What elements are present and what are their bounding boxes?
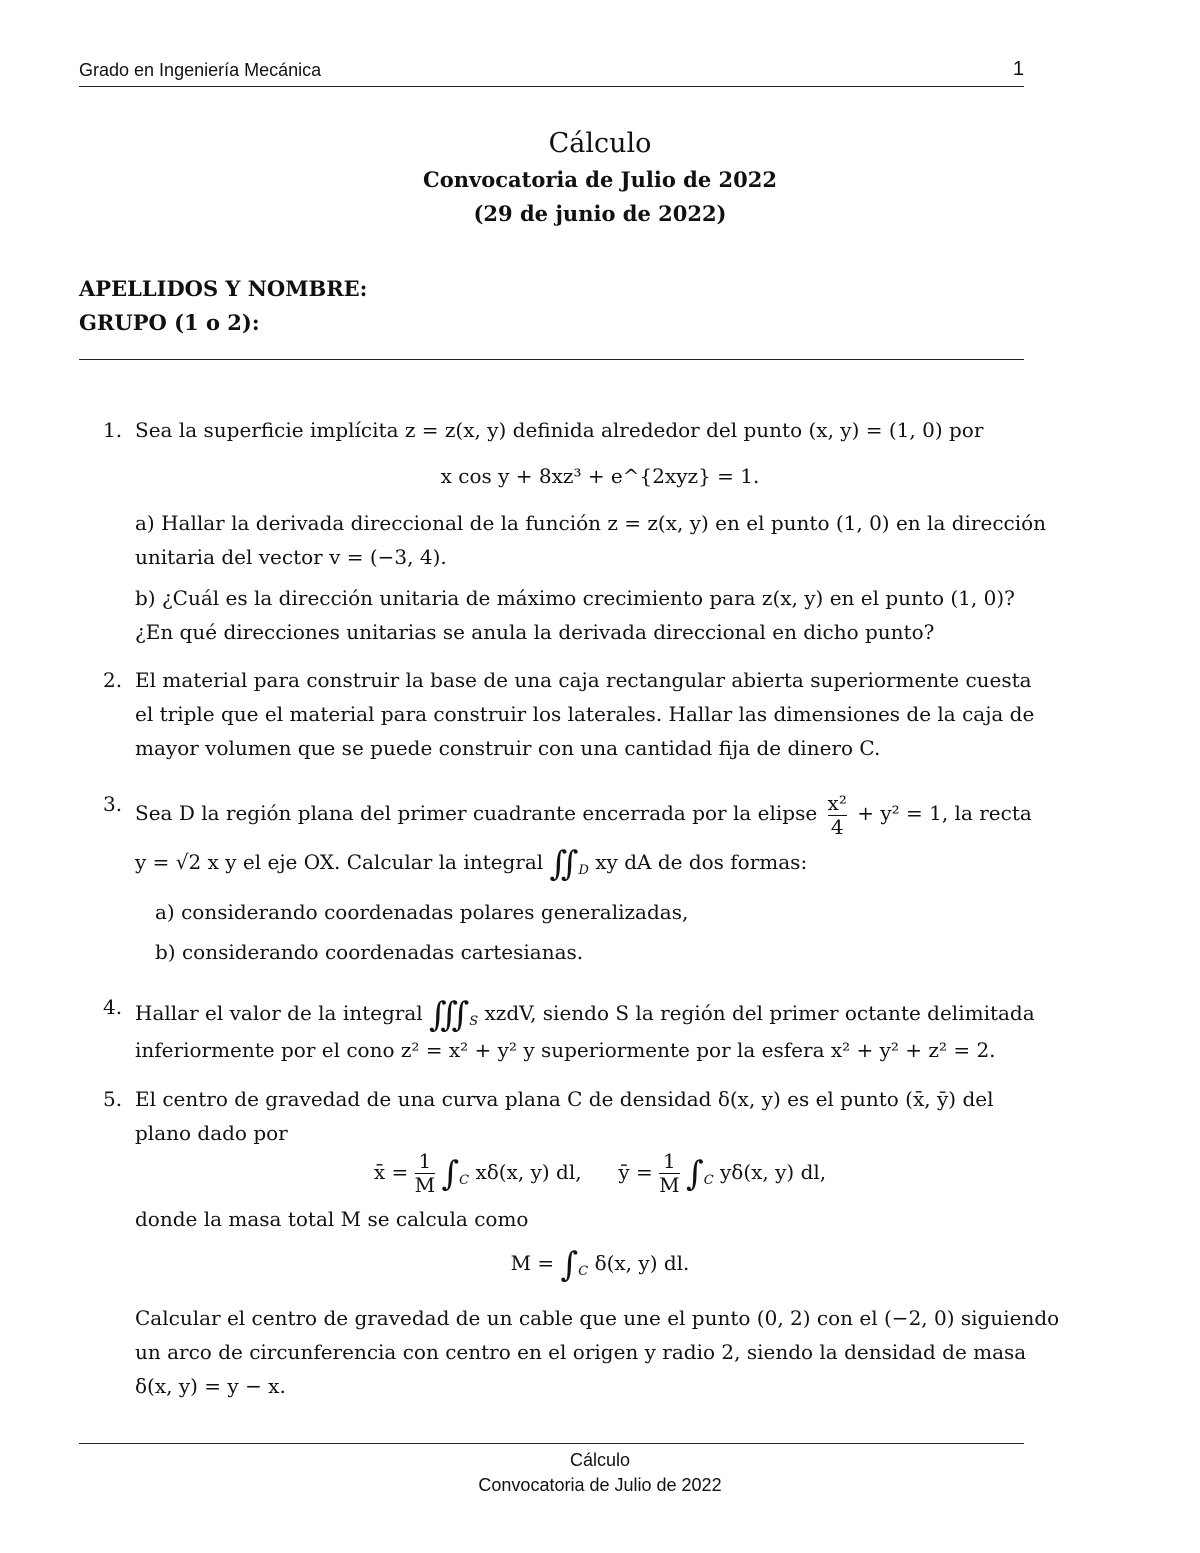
footer-title: Cálculo	[569, 1450, 631, 1470]
mass-formula	[0, 1245, 1200, 1285]
footer-session: Convocatoria de Julio de 2022	[478, 1475, 722, 1495]
centroid-formulas	[0, 1150, 1200, 1197]
mass-integrand: δ(x, y) dl.	[594, 1251, 690, 1275]
formula-y-domain: C	[703, 1173, 714, 1188]
problem-3-text-b: + y² = 1, la recta	[857, 801, 1032, 825]
formula-y-num: 1	[663, 1149, 676, 1173]
problem-3-text-d: xy dA de dos formas:	[595, 850, 808, 874]
group-label: GRUPO (1 o 2):	[79, 310, 260, 335]
problem-3-text-a: Sea D la región plana del primer cuadrante encerrada por la elipse	[135, 801, 818, 825]
integral-domain-s: S	[469, 1014, 479, 1029]
problem-4-line-2: inferiormente por el cono z² = x² + y² y superiormente por la esfera x² + y² + z² = 2.	[135, 1038, 996, 1062]
problem-2-line-1: El material para construir la base de una caja rectangular abierta superiormente cuesta	[135, 668, 1032, 692]
problem-1-number: 1.	[103, 418, 123, 442]
formula-x-lhs: x̄ =	[373, 1160, 409, 1184]
ellipse-fraction	[828, 792, 847, 839]
problem-1-equation: x cos y + 8xz³ + e^{2xyz} = 1.	[440, 464, 760, 488]
exam-session: Convocatoria de Julio de 2022	[423, 167, 777, 192]
page-number: 1	[1012, 58, 1024, 80]
problem-1-text: Sea la superficie implícita z = z(x, y) definida alrededor del punto (x, y) = (1, 0) por	[135, 418, 984, 442]
problem-2-line-3: mayor volumen que se puede construir con una cantidad fija de dinero C.	[135, 736, 881, 760]
integral-domain-d: D	[578, 863, 589, 878]
problem-3-text-c: y = √2 x y el eje OX. Calcular la integral	[135, 850, 544, 874]
formula-x-den: M	[414, 1173, 436, 1197]
mass-integral-symbol: ∫	[560, 1245, 579, 1285]
footer-rule	[79, 1443, 1024, 1444]
problem-2-number: 2.	[103, 668, 123, 692]
formula-y-lhs: ȳ =	[618, 1160, 653, 1184]
line-integral-symbol-y: ∫	[685, 1154, 704, 1194]
formula-x-domain: C	[459, 1173, 470, 1188]
mass-intro: donde la masa total M se calcula como	[135, 1207, 529, 1231]
problem-5-final-2: un arco de circunferencia con centro en el origen y radio 2, siendo la densidad de masa	[135, 1340, 1027, 1364]
problem-5-number: 5.	[103, 1087, 123, 1111]
problem-4-text-a: Hallar el valor de la integral	[135, 1001, 423, 1025]
separator-rule	[79, 359, 1024, 360]
page-title: Cálculo	[548, 128, 652, 159]
problem-5-line-2: plano dado por	[135, 1121, 288, 1145]
double-integral-symbol: ∬	[549, 844, 579, 884]
problem-4-text-b: xzdV, siendo S la región del primer octante delimitada	[484, 1001, 1035, 1025]
problem-5-line-1: El centro de gravedad de una curva plana C de densidad δ(x, y) es el punto (x̄, ȳ) del	[135, 1087, 994, 1111]
problem-5-final-3: δ(x, y) = y − x.	[135, 1374, 286, 1398]
name-label: APELLIDOS Y NOMBRE:	[79, 276, 368, 301]
problem-1a-line-1: a) Hallar la derivada direccional de la función z = z(x, y) en el punto (1, 0) en la dirección	[135, 511, 1047, 535]
problem-3a: a) considerando coordenadas polares generalizadas,	[155, 900, 689, 924]
ellipse-fraction-den: 4	[828, 815, 847, 839]
formula-x-num: 1	[418, 1149, 432, 1173]
line-integral-symbol-x: ∫	[441, 1154, 460, 1194]
formula-y-fraction	[659, 1150, 679, 1197]
formula-x-integrand: xδ(x, y) dl,	[475, 1160, 582, 1184]
ellipse-fraction-num: x²	[827, 791, 847, 815]
exam-date: (29 de junio de 2022)	[473, 201, 727, 226]
problem-3b: b) considerando coordenadas cartesianas.	[155, 940, 584, 964]
formula-y-den: M	[659, 1173, 680, 1197]
formula-x-fraction	[415, 1150, 435, 1197]
header-course: Grado en Ingeniería Mecánica	[79, 60, 322, 80]
mass-lhs: M =	[510, 1251, 555, 1275]
problem-1b-line-2: ¿En qué direcciones unitarias se anula la derivada direccional en dicho punto?	[135, 620, 935, 644]
triple-integral-symbol: ∭	[429, 995, 470, 1035]
problem-4-number: 4.	[103, 995, 123, 1019]
problem-3-line-1	[135, 792, 1032, 839]
formula-y-integrand: yδ(x, y) dl,	[720, 1160, 827, 1184]
header-rule	[79, 86, 1024, 87]
problem-3-line-2	[135, 844, 807, 884]
mass-domain: C	[578, 1264, 589, 1279]
problem-1b-line-1: b) ¿Cuál es la dirección unitaria de máximo crecimiento para z(x, y) en el punto (1, 0)?	[135, 586, 1015, 610]
problem-1a-line-2: unitaria del vector v = (−3, 4).	[135, 545, 447, 569]
problem-2-line-2: el triple que el material para construir los laterales. Hallar las dimensiones de la caja de	[135, 702, 1035, 726]
problem-5-final-1: Calcular el centro de gravedad de un cable que une el punto (0, 2) con el (−2, 0) siguiendo	[135, 1306, 1060, 1330]
problem-3-number: 3.	[103, 792, 123, 816]
problem-4-line-1	[135, 995, 1035, 1035]
